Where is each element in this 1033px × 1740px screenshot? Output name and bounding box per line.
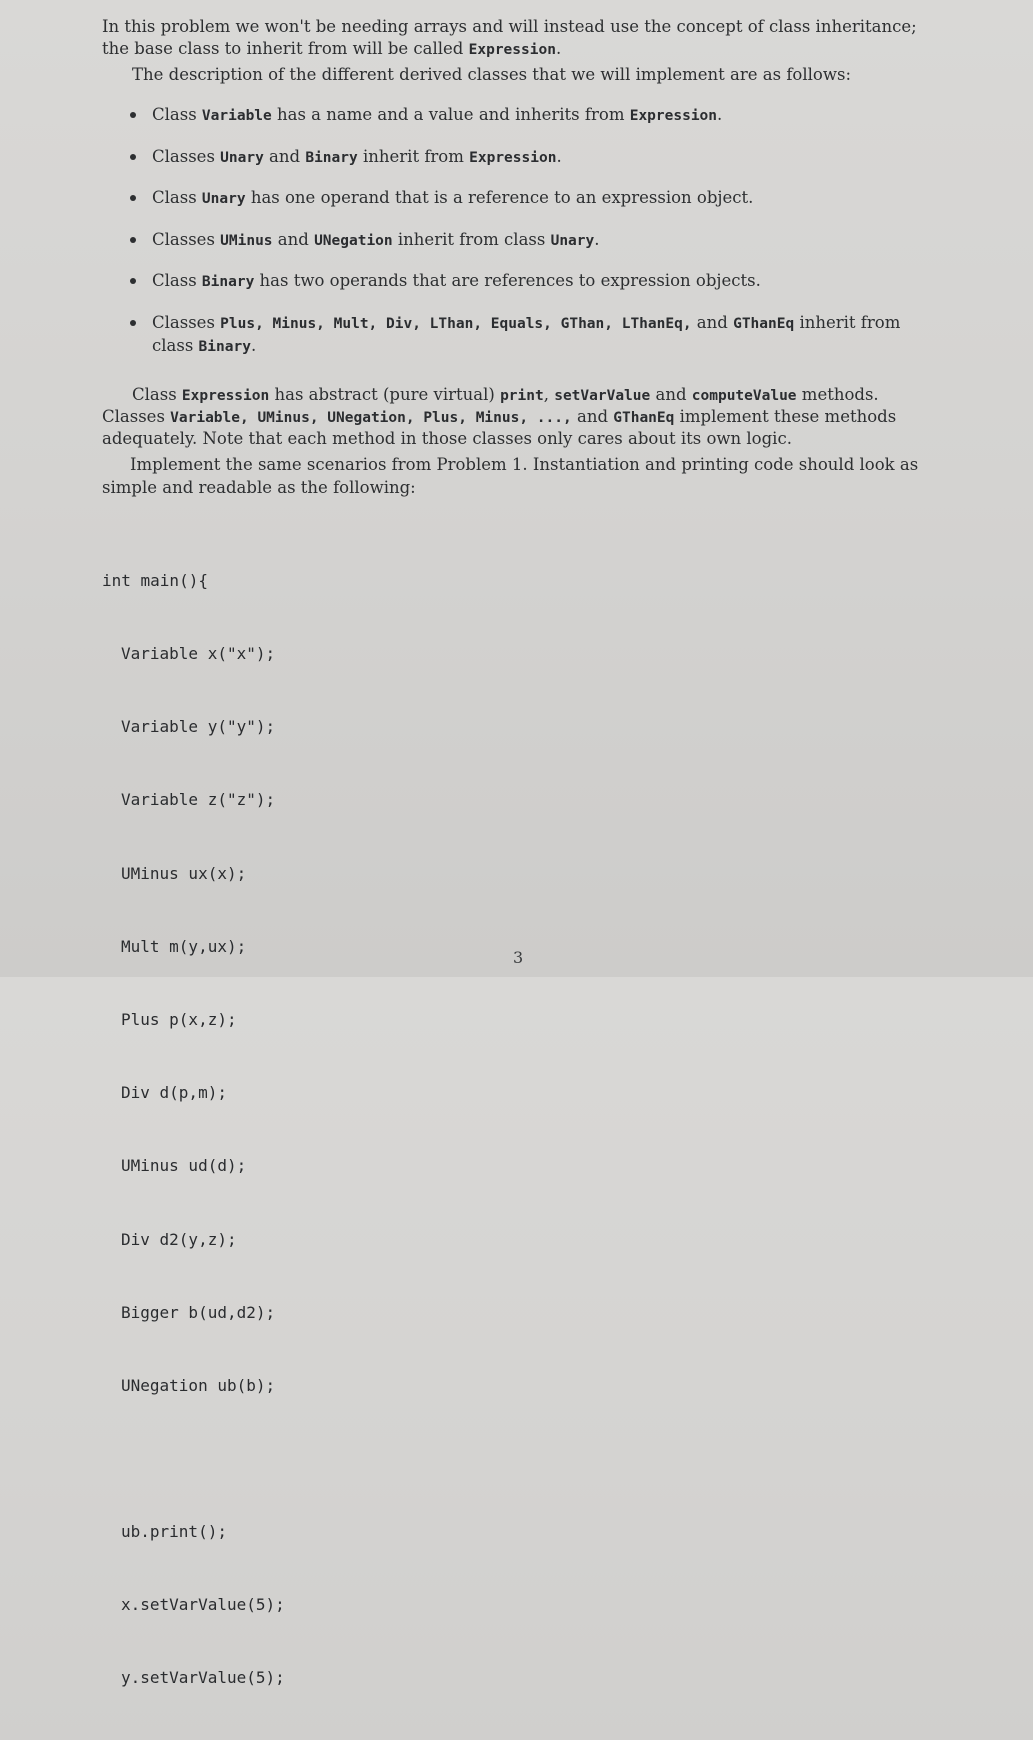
list-item: Classes UMinus and UNegation inherit from class Unary.: [130, 229, 970, 271]
para2-line-1: Class Expression has abstract (pure virtual) print, setVarValue and computeValue methods.: [132, 385, 879, 404]
code-line: Bigger b(ud,d2);: [121, 1302, 276, 1322]
code-line: Variable y("y");: [121, 717, 276, 737]
para2-line-3: adequately. Note that each method in those classes only cares about its own logic.: [102, 429, 792, 448]
code-line: Variable x("x");: [121, 644, 276, 664]
list-item: Classes Unary and Binary inherit from Expression.: [130, 146, 970, 188]
page-number: 3: [513, 948, 524, 967]
intro-line-1: In this problem we won't be needing arrays and will instead use the concept of class inheritance;: [102, 17, 917, 36]
code-line: ub.print();: [121, 1522, 227, 1542]
list-item: Classes Plus, Minus, Mult, Div, LThan, Equals, GThan, LThanEq, and GThanEq inherit from class Binary.: [130, 312, 970, 358]
code-line: x.setVarValue(5);: [121, 1595, 285, 1615]
bullet-dot-icon: [130, 320, 136, 326]
code-line: Div d(p,m);: [121, 1083, 227, 1103]
bullet-dot-icon: [130, 112, 136, 118]
list-item: Class Unary has one operand that is a reference to an expression object.: [130, 187, 970, 229]
bullet-dot-icon: [130, 237, 136, 243]
intro-line-2: the base class to inherit from will be called Expression.: [102, 39, 562, 58]
code-line: UNegation ub(b);: [121, 1376, 276, 1396]
code-block: [102, 520, 285, 1740]
class-description-list: [130, 104, 970, 358]
code-line: y.setVarValue(5);: [121, 1668, 285, 1688]
code-line: UMinus ux(x);: [121, 863, 247, 883]
code-line: Div d2(y,z);: [121, 1229, 237, 1249]
code-line: UMinus ud(d);: [121, 1156, 247, 1176]
para3-line-1: Implement the same scenarios from Problem 1. Instantiation and printing code should look as: [130, 455, 919, 474]
code-line: int main(){: [102, 570, 208, 590]
code-line: Variable z("z");: [121, 790, 276, 810]
list-item: Class Binary has two operands that are references to expression objects.: [130, 270, 970, 312]
code-line: Plus p(x,z);: [121, 1010, 237, 1030]
code-blank-line: [102, 1447, 285, 1471]
code-line: Mult m(y,ux);: [121, 936, 247, 956]
para2-line-2: Classes Variable, UMinus, UNegation, Plus, Minus, ..., and GThanEq implement these methods: [102, 407, 897, 426]
bullet-dot-icon: [130, 154, 136, 160]
para3-line-2: simple and readable as the following:: [102, 478, 416, 497]
bullet-dot-icon: [130, 195, 136, 201]
list-item: Class Variable has a name and a value and inherits from Expression.: [130, 104, 970, 146]
intro-line-3: The description of the different derived classes that we will implement are as follows:: [132, 65, 852, 84]
bullet-dot-icon: [130, 278, 136, 284]
